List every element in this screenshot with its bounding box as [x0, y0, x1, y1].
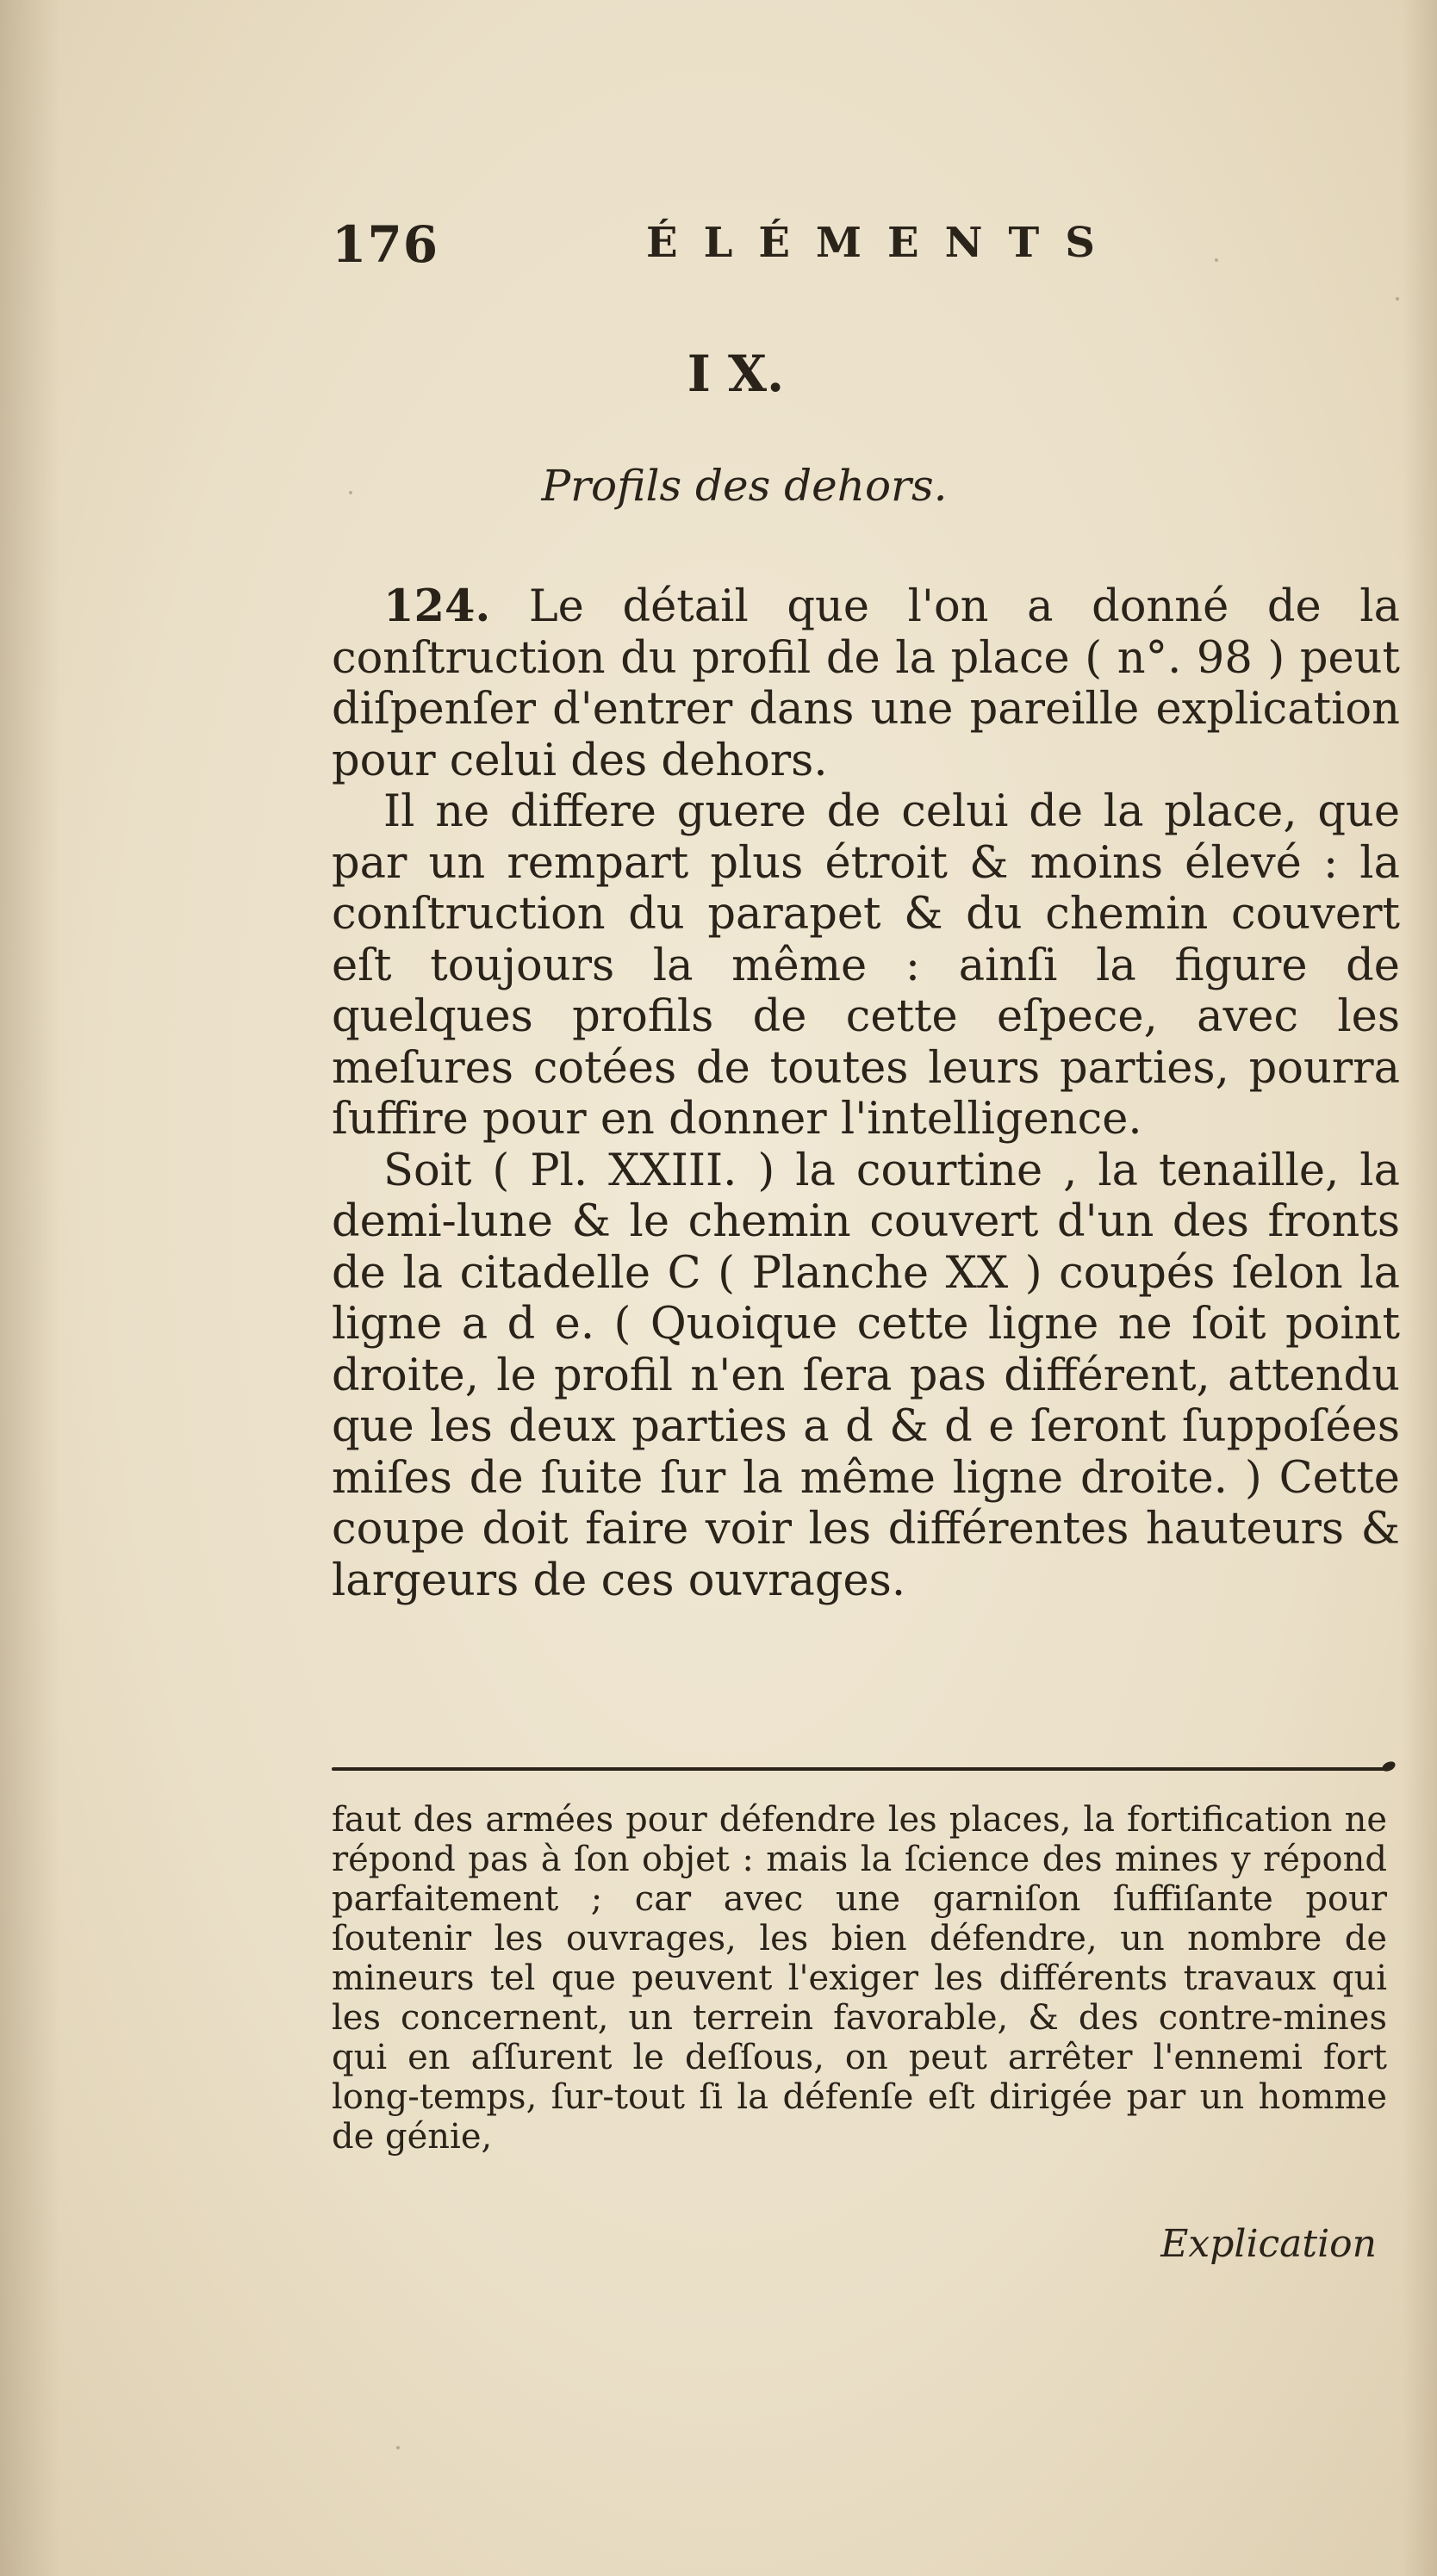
- footnote-separator-rule: [332, 1767, 1387, 1771]
- paragraph: Soit ( Pl. XXIII. ) la courtine , la tenaille, la demi-lune & le chemin couvert d'un des fronts de la citadelle C ( Planche XX ) coupés ſelon la ligne a d e. ( Quoique cette ligne ne ſoit point droite, le profil n'en ſera pas différent, attendu que les deux parties a d & d e ſeront ſuppoſées miſes de ſuite ſur la même ligne droite. ) Cette coupe doit faire voir les différentes hauteurs & largeurs de ces ouvrages.: [332, 1145, 1400, 1606]
- paragraph-number: 124.: [383, 580, 491, 632]
- footnote-text: faut des armées pour défendre les places, la fortification ne répond pas à ſon objet : mais la ſcience des mines y répond parfaitement ; car avec une garniſon ſuffiſante pour ſoutenir les ouvrages, les bien défendre, un nombre de mineurs tel que peuvent l'exiger les différents travaux qui les concernent, un terrein favorable, & des contre-mines qui en aſſurent le deſſous, on peut arrêter l'ennemi fort long-temps, ſur-tout ſi la défenſe eſt dirigée par un homme de génie,: [332, 1800, 1387, 2157]
- running-head: ÉLÉMENTS: [646, 219, 1121, 267]
- section-title: Profils des dehors.: [541, 461, 948, 511]
- catchword: Explication: [1160, 2222, 1377, 2266]
- footnote: [332, 1800, 1387, 2157]
- main-text: [332, 581, 1400, 1606]
- paragraph-124: [332, 581, 1400, 786]
- page-header: [332, 215, 1121, 276]
- paper-speck: [396, 2446, 400, 2449]
- paper-speck: [349, 491, 352, 494]
- page-number: 176: [332, 215, 439, 274]
- paragraph: Il ne differe guere de celui de la place, que par un rempart plus étroit & moins élevé : la conſtruction du parapet & du chemin couvert eſt toujours la même : ainſi la figure de quelques profils de cette eſpece, avec les meſures cotées de toutes leurs parties, pourra ſuffire pour en donner l'intelligence.: [332, 786, 1400, 1145]
- section-number: I X.: [687, 345, 785, 403]
- paper-speck: [1396, 297, 1399, 301]
- paragraph-text: Le détail que l'on a donné de la conſtruction du profil de la place ( n°. 98 ) peut diſpenſer d'entrer dans une pareille explication pour celui des dehors.: [332, 581, 1400, 786]
- paper-speck: [1215, 258, 1218, 262]
